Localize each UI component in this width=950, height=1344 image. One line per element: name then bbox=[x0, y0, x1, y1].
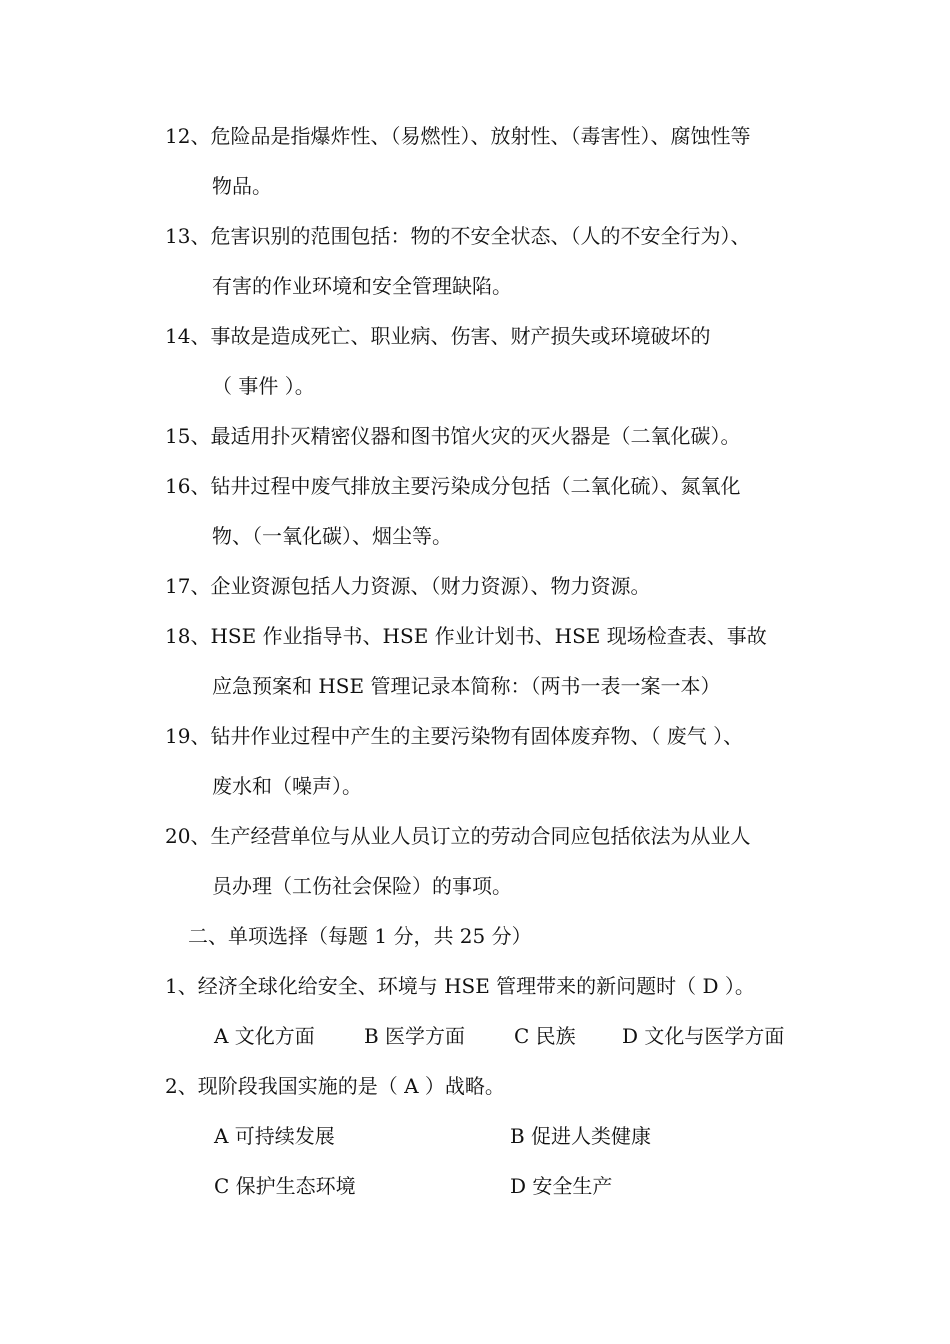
mc-q1-option-d: D 文化与医学方面 bbox=[622, 1024, 785, 1048]
q20-line2: 员办理（工伤社会保险）的事项。 bbox=[212, 874, 512, 898]
q19-line1: 19、钻井作业过程中产生的主要污染物有固体废弃物、（ 废气 ）、 bbox=[165, 724, 744, 748]
q16-line2: 物、（一氧化碳）、烟尘等。 bbox=[212, 524, 452, 548]
q12-line2: 物品。 bbox=[212, 174, 272, 198]
q20-line1: 20、生产经营单位与从业人员订立的劳动合同应包括依法为从业人 bbox=[165, 824, 751, 848]
mc-q1-stem: 1、经济全球化给安全、环境与 HSE 管理带来的新问题时（ D ）。 bbox=[165, 974, 755, 998]
q17-line1: 17、企业资源包括人力资源、（财力资源）、物力资源。 bbox=[165, 574, 651, 598]
mc-q1-option-b: B 医学方面 bbox=[364, 1024, 466, 1048]
mc-q1-option-a: A 文化方面 bbox=[214, 1024, 315, 1048]
section-title: 二、单项选择（每题 1 分，共 25 分） bbox=[188, 924, 532, 948]
mc-q2-option-d: D 安全生产 bbox=[510, 1174, 613, 1198]
q15-line1: 15、最适用扑灭精密仪器和图书馆火灾的灭火器是（二氧化碳）。 bbox=[165, 424, 741, 448]
q18-line1: 18、HSE 作业指导书、HSE 作业计划书、HSE 现场检查表、事故 bbox=[165, 624, 767, 648]
mc-q2-stem: 2、现阶段我国实施的是（ A ）战略。 bbox=[165, 1074, 505, 1098]
q13-line1: 13、危害识别的范围包括：物的不安全状态、（人的不安全行为）、 bbox=[165, 224, 751, 248]
q19-line2: 废水和（噪声）。 bbox=[212, 774, 362, 798]
q14-line2: （ 事件 ）。 bbox=[212, 374, 315, 398]
q12-line1: 12、危险品是指爆炸性、（易燃性）、放射性、（毒害性）、腐蚀性等 bbox=[165, 124, 751, 148]
q13-line2: 有害的作业环境和安全管理缺陷。 bbox=[212, 274, 512, 298]
mc-q2-option-c: C 保护生态环境 bbox=[214, 1174, 356, 1198]
q18-line2: 应急预案和 HSE 管理记录本简称：（两书一表一案一本） bbox=[212, 674, 721, 698]
q16-line1: 16、钻井过程中废气排放主要污染成分包括（二氧化硫）、氮氧化 bbox=[165, 474, 741, 498]
mc-q1-option-c: C 民族 bbox=[514, 1024, 576, 1048]
mc-q2-option-a: A 可持续发展 bbox=[214, 1124, 335, 1148]
mc-q2-option-b: B 促进人类健康 bbox=[510, 1124, 652, 1148]
q14-line1: 14、事故是造成死亡、职业病、伤害、财产损失或环境破坏的 bbox=[165, 324, 711, 348]
